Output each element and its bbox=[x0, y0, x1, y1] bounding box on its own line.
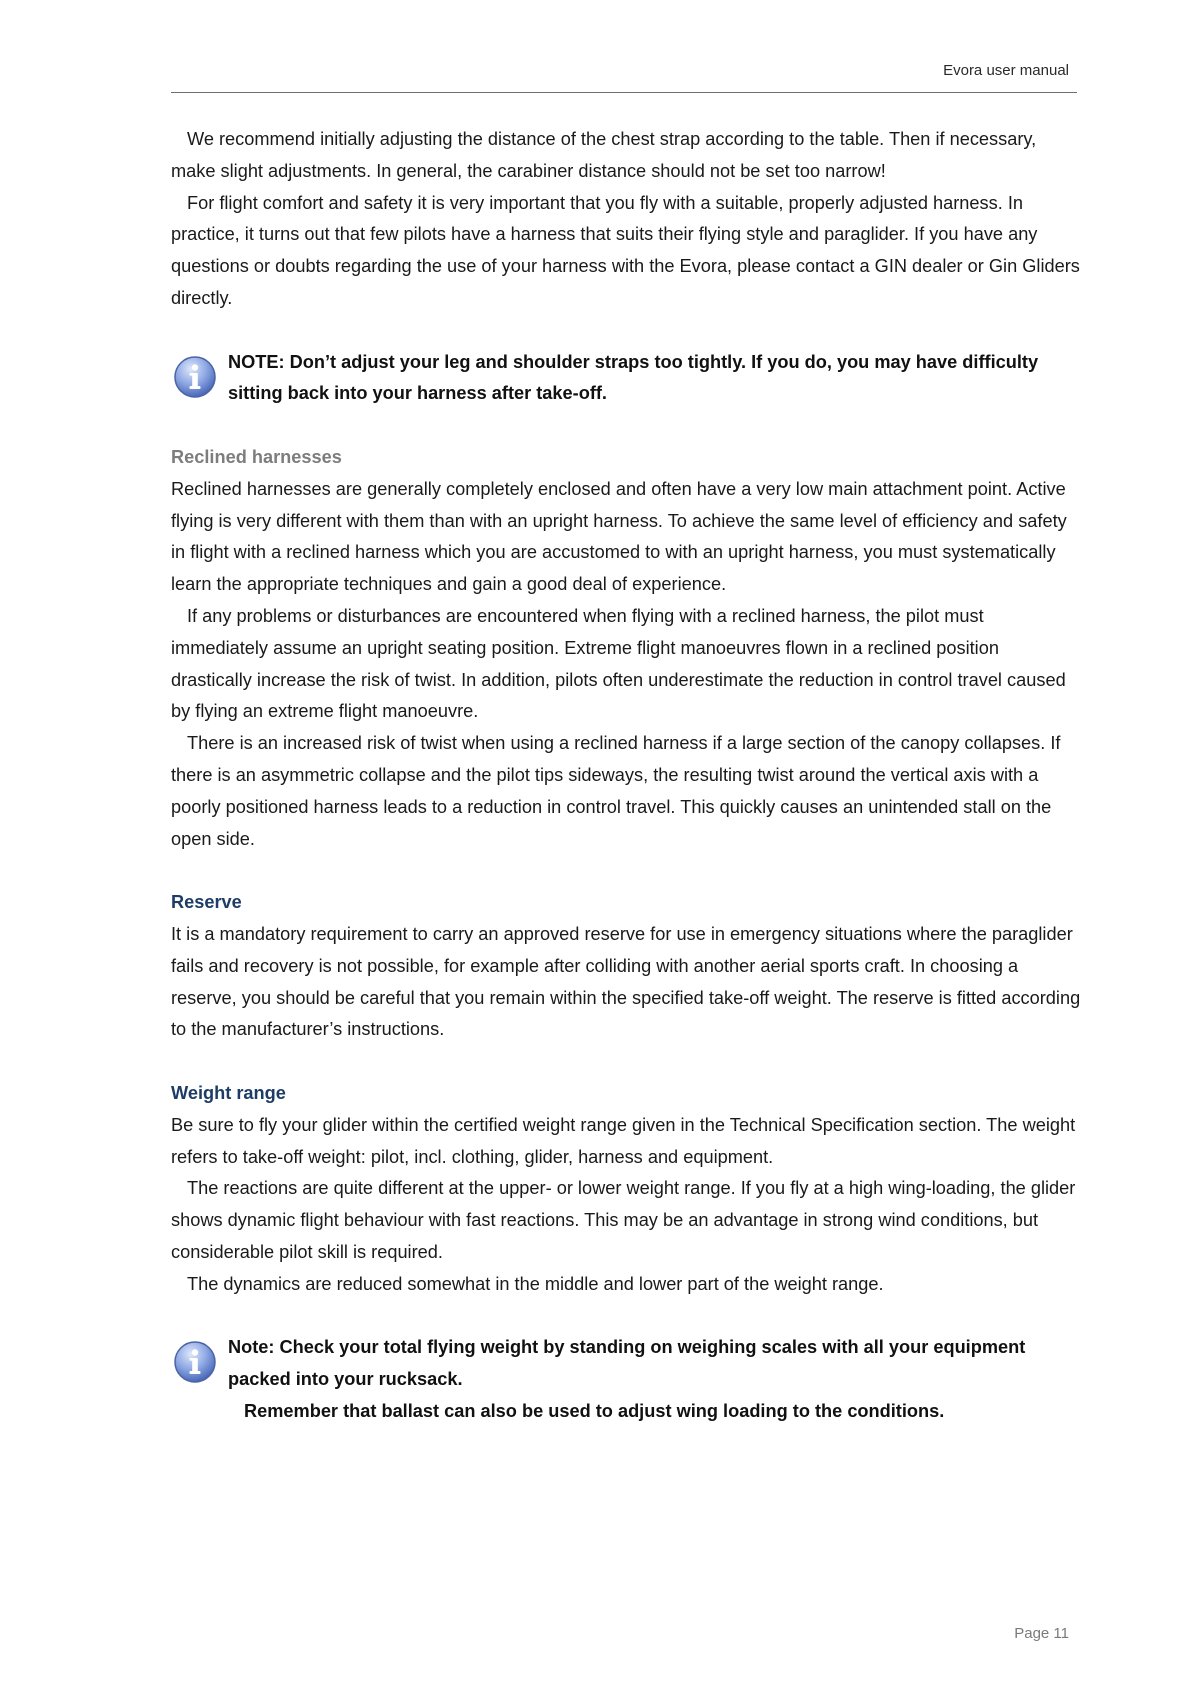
weight-paragraph-2: The reactions are quite different at the upper- or lower weight range. If you fly at a high wing-loading, the glider shows dynamic flight behaviour with fast reactions. This may be an advantage in strong wind conditions, but considerable pilot skill is required. bbox=[171, 1178, 1076, 1262]
spacer bbox=[171, 410, 1081, 442]
spacer bbox=[171, 855, 1081, 887]
page-number: Page 11 bbox=[1014, 1625, 1069, 1642]
page-content bbox=[171, 124, 1081, 1428]
note-text-straps: NOTE: Don’t adjust your leg and shoulder straps too tightly. If you do, you may have difficulty sitting back into your harness after take-off. bbox=[228, 351, 1039, 404]
note-callout-straps bbox=[171, 347, 1081, 411]
reclined-paragraph-2: If any problems or disturbances are encountered when flying with a reclined harness, the pilot must immediately assume an upright seating position. Extreme flight manoeuvres flown in a reclined position drastically increase the risk of twist. In addition, pilots often underestimate the reduction in control travel caused by flying an extreme flight manoeuvre. bbox=[171, 605, 1066, 722]
note-text-weight: Note: Check your total flying weight by standing on weighing scales with all your equipment packed into your rucksack. bbox=[228, 1337, 1026, 1390]
spacer bbox=[171, 315, 1081, 347]
page-header bbox=[171, 62, 1077, 93]
spacer bbox=[171, 1046, 1081, 1078]
heading-weight-range: Weight range bbox=[171, 1082, 286, 1103]
reclined-paragraph-3: There is an increased risk of twist when using a reclined harness if a large section of the canopy collapses. If there is an asymmetric collapse and the pilot tips sideways, the resulting twist around the vertical axis with a poorly positioned harness leads to a reduction in control travel. This quickly causes an unintended stall on the open side. bbox=[171, 733, 1061, 849]
info-icon bbox=[173, 355, 217, 399]
spacer bbox=[171, 1300, 1081, 1332]
intro-paragraph-1: We recommend initially adjusting the distance of the chest strap according to the table. Then if necessary, make slight adjustments. In general, the carabiner distance should not be set too narrow! bbox=[171, 129, 1037, 181]
reclined-paragraph-1: Reclined harnesses are generally completely enclosed and often have a very low main attachment point. Active flying is very different with them than with an upright harness. To achieve the same level of efficiency and safety in flight with a reclined harness which you are accustomed to with an upright harness, you must systematically learn the appropriate techniques and gain a good deal of experience. bbox=[171, 478, 1067, 595]
reserve-paragraph-1: It is a mandatory requirement to carry an approved reserve for use in emergency situations where the paraglider fails and recovery is not possible, for example after colliding with another aerial sports craft. In choosing a reserve, you should be careful that you remain within the specified take-off weight. The reserve is fitted according to the manufacturer’s instructions. bbox=[171, 923, 1081, 1040]
intro-paragraph-2: For flight comfort and safety it is very important that you fly with a suitable, properly adjusted harness. In practice, it turns out that few pilots have a harness that suits their flying style and paraglider. If you have any questions or doubts regarding the use of your harness with the Evora, please contact a GIN dealer or Gin Gliders directly. bbox=[171, 192, 1080, 308]
heading-reclined-harnesses: Reclined harnesses bbox=[171, 446, 342, 467]
heading-reserve: Reserve bbox=[171, 892, 242, 913]
info-icon bbox=[173, 1340, 217, 1384]
header-title: Evora user manual bbox=[943, 62, 1069, 79]
note-callout-weight bbox=[171, 1332, 1081, 1427]
note-text-ballast: Remember that ballast can also be used to adjust wing loading to the conditions. bbox=[244, 1400, 945, 1421]
weight-paragraph-3: The dynamics are reduced somewhat in the middle and lower part of the weight range. bbox=[187, 1273, 884, 1294]
weight-paragraph-1: Be sure to fly your glider within the certified weight range given in the Technical Specification section. The weight refers to take-off weight: pilot, incl. clothing, glider, harness and equipment. bbox=[171, 1114, 1076, 1167]
